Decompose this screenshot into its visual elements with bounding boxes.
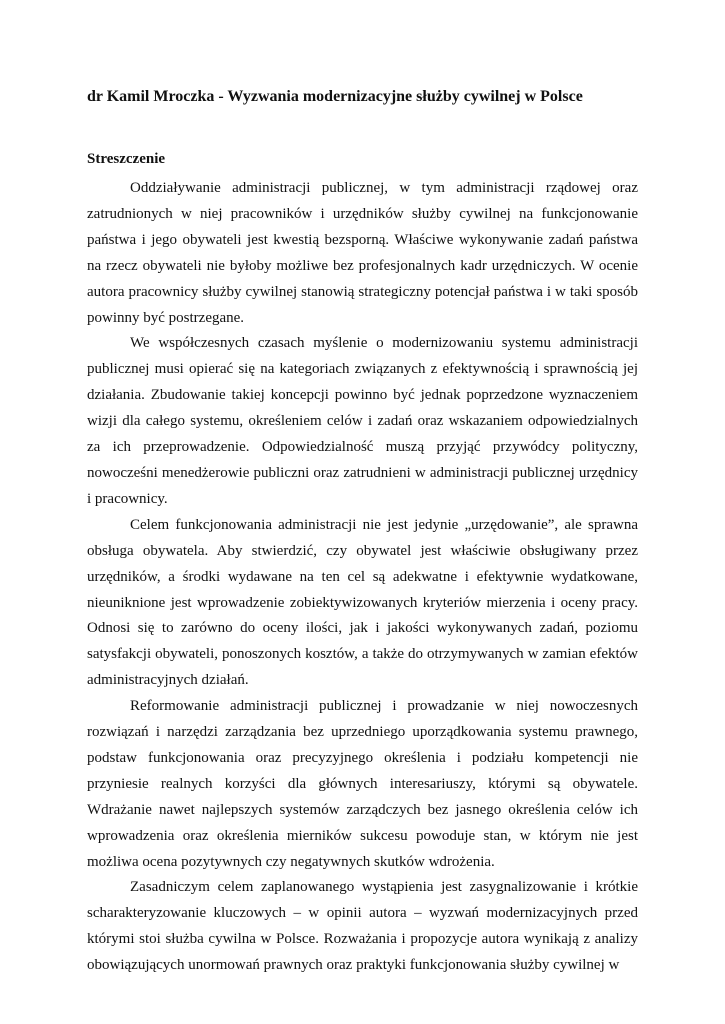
paragraph-1: Oddziaływanie administracji publicznej, w tym administracji rządowej oraz zatrudnionych w niej pracowników i urzędników służby cywilnej na funkcjonowanie państwa i jego obywateli jest kwestią bezsporną. Właściwe wykonywanie zadań państwa na rzecz obywateli nie byłoby możliwe bez profesjonalnych kadr urzędniczych. W ocenie autora pracownicy służby cywilnej stanowią strategiczny potencjał państwa i w taki sposób powinny być postrzegane. xyxy=(87,180,638,326)
paragraph-2: We współczesnych czasach myślenie o modernizowaniu systemu administracji publicznej musi opierać się na kategoriach związanych z efektywnością i sprawnością jej działania. Zbudowanie takiej koncepcji powinno być jednak poprzedzone wyznaczeniem wizji dla całego systemu, określeniem celów i zadań oraz wskazaniem odpowiedzialnych za ich przeprowadzenie. Odpowiedzialność muszą przyjąć przywódcy polityczny, nowocześni menedżerowie publiczni oraz zatrudnieni w administracji publicznej urzędnicy i pracownicy. xyxy=(87,335,638,507)
paragraph-4: Reformowanie administracji publicznej i prowadzanie w niej nowoczesnych rozwiązań i narzędzi zarządzania bez uprzedniego uporządkowania systemu prawnego, podstaw funkcjonowania oraz precyzyjnego określenia i podziału kompetencji nie przyniesie realnych korzyści dla głównych interesariuszy, którymi są obywatele. Wdrażanie nawet najlepszych systemów zarządczych bez jasnego określenia celów ich wprowadzenia oraz określenia mierników sukcesu powoduje stan, w którym nie jest możliwa ocena pozytywnych czy negatywnych skutków wdrożenia. xyxy=(87,698,638,870)
document-title: dr Kamil Mroczka - Wyzwania modernizacyjne służby cywilnej w Polsce xyxy=(87,88,583,105)
section-heading-abstract: Streszczenie xyxy=(87,151,166,167)
paragraph-3: Celem funkcjonowania administracji nie jest jedynie „urzędowanie”, ale sprawna obsługa obywatela. Aby stwierdzić, czy obywatel jest właściwie obsługiwany przez urzędników, a środki wydawane na ten cel są adekwatne i efektywnie wydatkowane, nieuniknione jest wprowadzenie zobiektywizowanych kryteriów mierzenia i oceny pracy. Odnosi się to zarówno do oceny ilości, jak i jakości wykonywanych zadań, poziomu satysfakcji obywateli, ponoszonych kosztów, a także do otrzymywanych w zamian efektów administracyjnych działań. xyxy=(87,516,638,689)
paragraph-5: Zasadniczym celem zaplanowanego wystąpienia jest zasygnalizowanie i krótkie scharakteryzowanie kluczowych – w opinii autora – wyzwań modernizacyjnych przed którymi stoi służba cywilna w Polsce. Rozważania i propozycje autora wynikają z analizy obowiązujących unormowań prawnych oraz praktyki funkcjonowania służby cywilnej w xyxy=(87,879,638,974)
abstract-body xyxy=(87,176,638,979)
